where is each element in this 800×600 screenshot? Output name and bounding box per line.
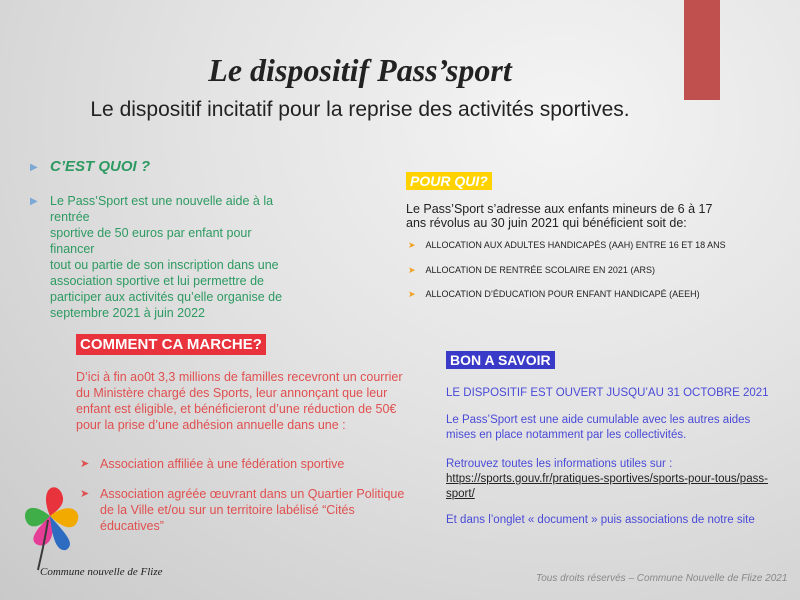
- text-line: Le Pass’Sport est une nouvelle aide à la rentrée: [50, 194, 274, 224]
- bullet-arrow-icon: ➤: [408, 265, 416, 275]
- link-line[interactable]: https://sports.gouv.fr/pratiques-sportives/sports-pour-tous/pass-: [446, 473, 768, 485]
- bon-a-savoir-onglet: Et dans l’onglet « document » puis associations de notre site: [446, 514, 755, 526]
- comment-item-1: Association affiliée à une fédération sportive: [100, 457, 345, 471]
- text-line: association sportive et lui permettre de: [50, 274, 264, 288]
- bullet-arrow-icon: ➤: [408, 289, 416, 299]
- text-line: Association agréée œuvrant dans un Quartier Politique: [100, 487, 405, 501]
- link-line[interactable]: sport/: [446, 488, 475, 500]
- bon-a-savoir-cumulable: [446, 413, 786, 443]
- arrow-right-icon: ➤: [80, 458, 90, 470]
- footer-copyright: Tous droits réservés – Commune Nouvelle de Flize 2021: [536, 573, 788, 584]
- logo-caption: Commune nouvelle de Flize: [40, 566, 163, 578]
- text-line: D’ici à fin ao0t 3,3 millions de familles recevront un courrier: [76, 370, 403, 384]
- text-line: mises en place notamment par les collectivités.: [446, 429, 687, 441]
- text-line: septembre 2021 à juin 2022: [50, 306, 205, 320]
- bullet-arrow-icon: ▶: [30, 162, 38, 173]
- comment-text: [76, 369, 411, 433]
- list-item: ➤ ALLOCATION D’ÉDUCATION POUR ENFANT HANDICAPÉ (AEEH): [408, 289, 700, 299]
- bullet-arrow-icon: ➤: [408, 240, 416, 250]
- info-link[interactable]: [446, 472, 786, 502]
- pour-qui-heading: POUR QUI?: [406, 172, 492, 190]
- bon-a-savoir-deadline: LE DISPOSITIF EST OUVERT JUSQU’AU 31 OCTOBRE 2021: [446, 387, 769, 399]
- bon-a-savoir-heading: BON A SAVOIR: [446, 351, 555, 369]
- pour-qui-intro: [406, 202, 736, 230]
- text-line: éducatives”: [100, 519, 164, 533]
- text-line: de la Ville et/ou sur un territoire labélisé “Cités: [100, 503, 355, 517]
- text-line: participer aux activités qu’elle organise de: [50, 290, 283, 304]
- text-line: pour la prise d’une adhésion annuelle dans une :: [76, 418, 346, 432]
- bon-a-savoir-info: Retrouvez toutes les informations utiles sur :: [446, 458, 673, 470]
- bullet-arrow-icon: ▶: [30, 196, 38, 207]
- page-subtitle: Le dispositif incitatif pour la reprise des activités sportives.: [90, 98, 630, 121]
- list-item: ➤ ALLOCATION DE RENTRÉE SCOLAIRE EN 2021 (ARS): [408, 265, 655, 275]
- text-line: Le Pass’Sport est une aide cumulable avec les autres aides: [446, 414, 751, 426]
- text-line: enfant est éligible, et bénéficieront d’une réduction de 50€: [76, 402, 397, 416]
- text-line: ans révolus au 30 juin 2021 qui bénéficient soit de:: [406, 216, 687, 230]
- page-title: Le dispositif Pass’sport: [208, 52, 512, 88]
- cest-quoi-heading: C’EST QUOI ?: [50, 158, 151, 175]
- text-line: Le Pass’Sport s’adresse aux enfants mineurs de 6 à 17: [406, 202, 713, 216]
- comment-heading: COMMENT CA MARCHE?: [76, 334, 266, 355]
- text-line: tout ou partie de son inscription dans une: [50, 258, 279, 272]
- list-item: ➤ ALLOCATION AUX ADULTES HANDICAPÉS (AAH) ENTRE 16 ET 18 ANS: [408, 240, 726, 250]
- cest-quoi-text: [50, 193, 295, 321]
- text-line: du Ministère chargé des Sports, leur annonçant que leur: [76, 386, 388, 400]
- arrow-right-icon: ➤: [80, 488, 90, 500]
- text-line: sportive de 50 euros par enfant pour financer: [50, 226, 252, 256]
